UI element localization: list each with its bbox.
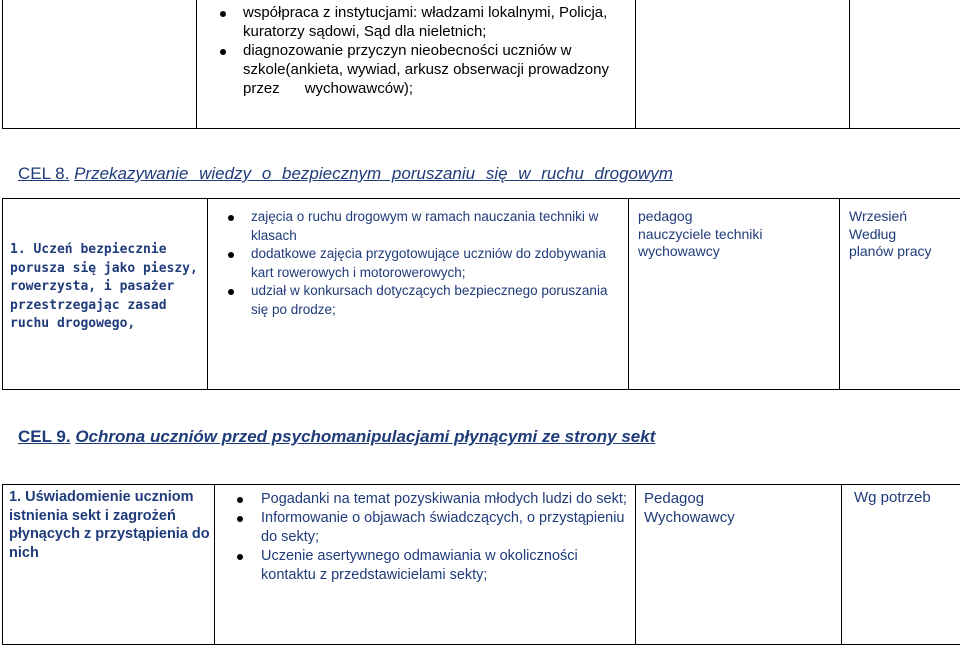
date-cell [840, 199, 960, 390]
goal-cell [3, 199, 208, 390]
section-heading-cel9 [18, 427, 655, 447]
list-item: współpraca z instytucjami: władzami lokalnymi, Policja, kuratorzy sądowi, Sąd dla nieletnich; [223, 3, 635, 41]
activities-cell [208, 199, 629, 390]
goal-text: 1. Uczeń bezpiecznie porusza się jako pieszy, rowerzysta, i pasażer przestrzegając zasad ruchu drogowego, [3, 199, 207, 334]
responsible-cell-empty [636, 0, 850, 129]
responsible-person: pedagog [638, 208, 839, 226]
responsible-person: nauczyciele techniki [638, 226, 839, 244]
section-title: Ochrona uczniów przed psychomanipulacjami płynącymi ze strony sekt [75, 427, 655, 446]
activities-list [231, 208, 628, 319]
table-road-safety [2, 198, 960, 390]
list-item: Informowanie o objawach świadczących, o przystąpieniu do sekty; [239, 509, 635, 547]
date-cell-empty [850, 0, 960, 129]
activities-cell [215, 485, 636, 645]
responsible-cell [629, 199, 840, 390]
list-item: Uczenie asertywnego odmawiania w okoliczności kontaktu z przedstawicielami sekty; [239, 547, 635, 585]
list-item: udział w konkursach dotyczących bezpiecznego poruszania się po drodze; [231, 282, 628, 319]
table-row [3, 199, 960, 390]
activities-list [239, 490, 635, 585]
goal-cell [3, 485, 215, 645]
list-item: diagnozowanie przyczyn nieobecności uczniów w szkole(ankieta, wywiad, arkusz obserwacji prowadzony przez wychowawców); [223, 41, 635, 98]
responsible-person: Wychowawcy [644, 508, 841, 527]
list-item-continuation: wychowawców); [305, 80, 413, 97]
table-sects [2, 484, 960, 645]
goal-cell-empty [3, 0, 197, 129]
date-text: Wrzesień [849, 208, 960, 226]
activities-cell [197, 0, 636, 129]
table-row [3, 0, 960, 129]
responsible-person: Pedagog [644, 489, 841, 508]
section-heading-cel8 [18, 164, 673, 184]
responsible-person: wychowawcy [638, 243, 839, 261]
date-text: planów pracy [849, 243, 960, 261]
date-cell [842, 485, 960, 645]
section-number: CEL 9. [18, 427, 71, 446]
date-text: Wg potrzeb [842, 485, 960, 506]
section-title: Przekazywanie wiedzy o bezpiecznym poruszaniu się w ruchu drogowym [74, 164, 673, 183]
goal-text: 1. Uświadomienie uczniom istnienia sekt i zagrożeń płynących z przystąpienia do nich [3, 485, 214, 562]
activities-list [223, 3, 635, 98]
table-row [3, 485, 960, 645]
responsible-cell [636, 485, 842, 645]
list-item: Pogadanki na temat pozyskiwania młodych ludzi do sekt; [239, 490, 635, 509]
table-cooperation [2, 0, 960, 129]
date-text: Według [849, 226, 960, 244]
list-item: zajęcia o ruchu drogowym w ramach nauczania techniki w klasach [231, 208, 628, 245]
list-item: dodatkowe zajęcia przygotowujące uczniów do zdobywania kart rowerowych i motorowerowych; [231, 245, 628, 282]
section-number: CEL 8. [18, 164, 69, 183]
